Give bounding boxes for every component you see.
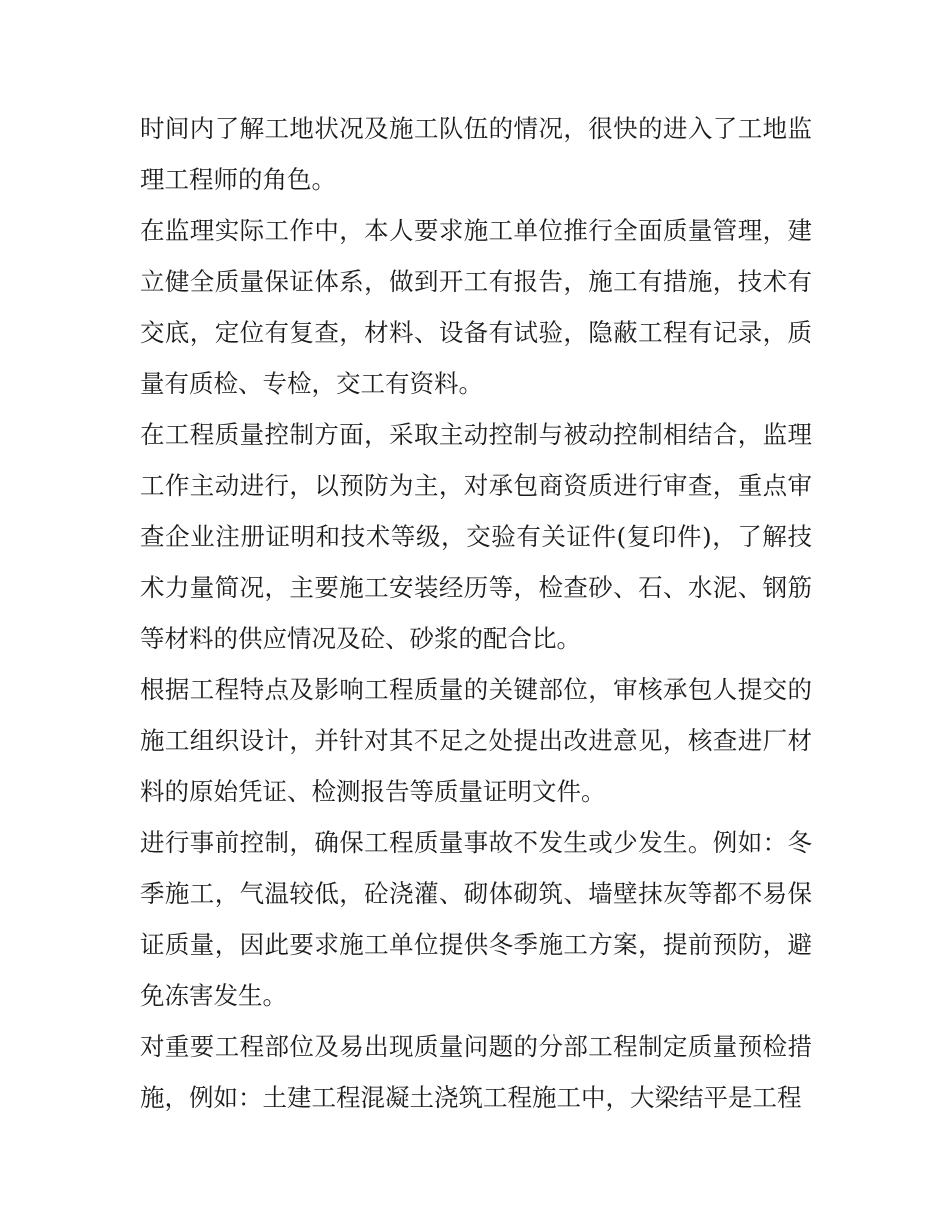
paragraph-1: 时间内了解工地状况及施工队伍的情况，很快的进入了工地监理工程师的角色。: [140, 114, 812, 194]
paragraph-5: 进行事前控制，确保工程质量事故不发生或少发生。例如：冬季施工，气温较低，砼浇灌、砌体砌筑、墙壁抹灰等都不易保证质量，因此要求施工单位提供冬季施工方案，提前预防，避免冻害发生。: [140, 828, 812, 1010]
document-body: [140, 103, 812, 1123]
paragraph-4: 根据工程特点及影响工程质量的关键部位，审核承包人提交的施工组织设计，并针对其不足之处提出改进意见，核查进厂材料的原始凭证、检测报告等质量证明文件。: [140, 675, 812, 806]
paragraph-3: 在工程质量控制方面，采取主动控制与被动控制相结合，监理工作主动进行，以预防为主，对承包商资质进行审查，重点审查企业注册证明和技术等级，交验有关证件(复印件)，了解技术力量简况，主要施工安装经历等，检查砂、石、水泥、钢筋等材料的供应情况及砼、砂浆的配合比。: [140, 420, 812, 653]
paragraph-2: 在监理实际工作中，本人要求施工单位推行全面质量管理，建立健全质量保证体系，做到开工有报告，施工有措施，技术有交底，定位有复查，材料、设备有试验，隐蔽工程有记录，质量有质检、专检，交工有资料。: [140, 216, 812, 398]
paragraph-6: 对重要工程部位及易出现质量问题的分部工程制定质量预检措施，例如：土建工程混凝土浇筑工程施工中，大梁结平是工程: [140, 1032, 812, 1112]
